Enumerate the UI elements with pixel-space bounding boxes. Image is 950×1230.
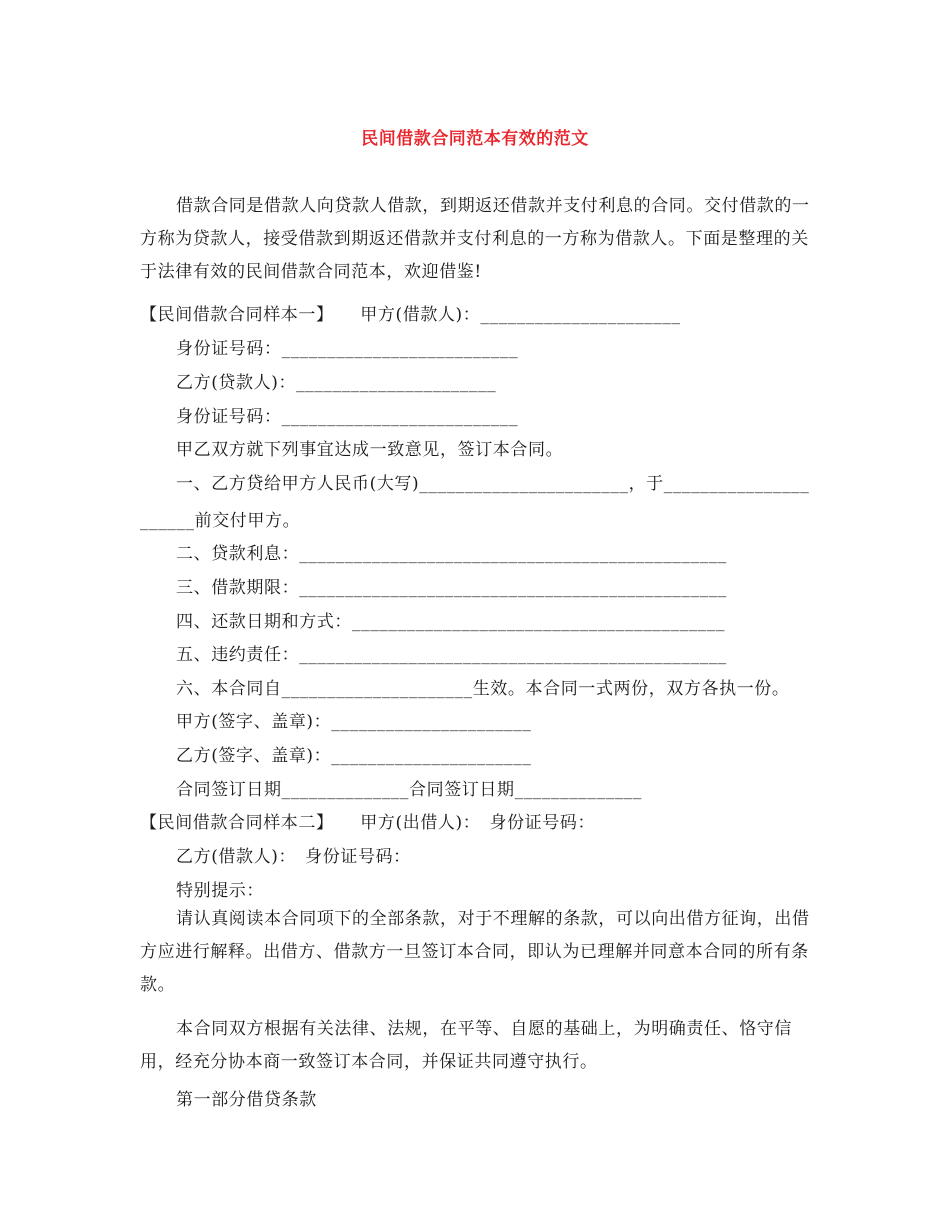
agreement-statement: 甲乙双方就下列事宜达成一致意见，签订本合同。 [176,440,564,460]
document-title: 民间借款合同范本有效的范文 [361,129,589,149]
clause-three-term: 三、借款期限：_______________________________________________ [176,578,727,598]
party-a-id-field: 身份证号码：__________________________ [176,339,519,359]
clause-five-liability: 五、违约责任：_______________________________________________ [176,645,727,665]
clause-four-repayment: 四、还款日期和方式：_________________________________________ [176,612,726,632]
clause-one-line1: 一、乙方贷给甲方人民币(大写)_______________________，于________________ [176,474,810,494]
party-b-lender-field: 乙方(贷款人)：______________________ [176,373,497,393]
party-a-signature: 甲方(签字、盖章)：______________________ [176,712,532,732]
party-b-id-field: 身份证号码：__________________________ [176,407,519,427]
principle-paragraph: 本合同双方根据有关法律、法规，在平等、自愿的基础上，为明确责任、恪守信用，经充分协本商一致签订本合同，并保证共同遵守执行。 [140,1019,792,1072]
clause-two-interest: 二、贷款利息：_______________________________________________ [176,544,727,564]
sample-two-header: 【民间借款合同样本二】 甲方(出借人)： 身份证号码： [140,813,596,833]
clause-six-effective: 六、本合同自_____________________生效。本合同一式两份，双方各执一份。 [176,679,790,699]
sample-one-header: 【民间借款合同样本一】 甲方(借款人)：______________________ [140,305,681,325]
clause-one-line2: ______前交付甲方。 [140,511,301,531]
part-one-heading: 第一部分借贷条款 [176,1090,317,1110]
party-b-signature: 乙方(签字、盖章)：______________________ [176,746,532,766]
intro-paragraph: 借款合同是借款人向贷款人借款，到期返还借款并支付利息的合同。交付借款的一方称为贷款人，接受借款到期返还借款并支付利息的一方称为借款人。下面是整理的关于法律有效的民间借款合同范本，欢迎借鉴! [140,196,810,282]
sample-two-party-b: 乙方(借款人)： 身份证号码： [176,847,411,867]
special-notice-label: 特别提示： [176,881,264,901]
signing-date-line: 合同签订日期______________合同签订日期______________ [176,780,642,800]
notice-paragraph: 请认真阅读本合同项下的全部条款，对于不理解的条款，可以向出借方征询，出借方应进行解释。出借方、借款方一旦签订本合同，即认为已理解并同意本合同的所有条款。 [140,909,810,995]
